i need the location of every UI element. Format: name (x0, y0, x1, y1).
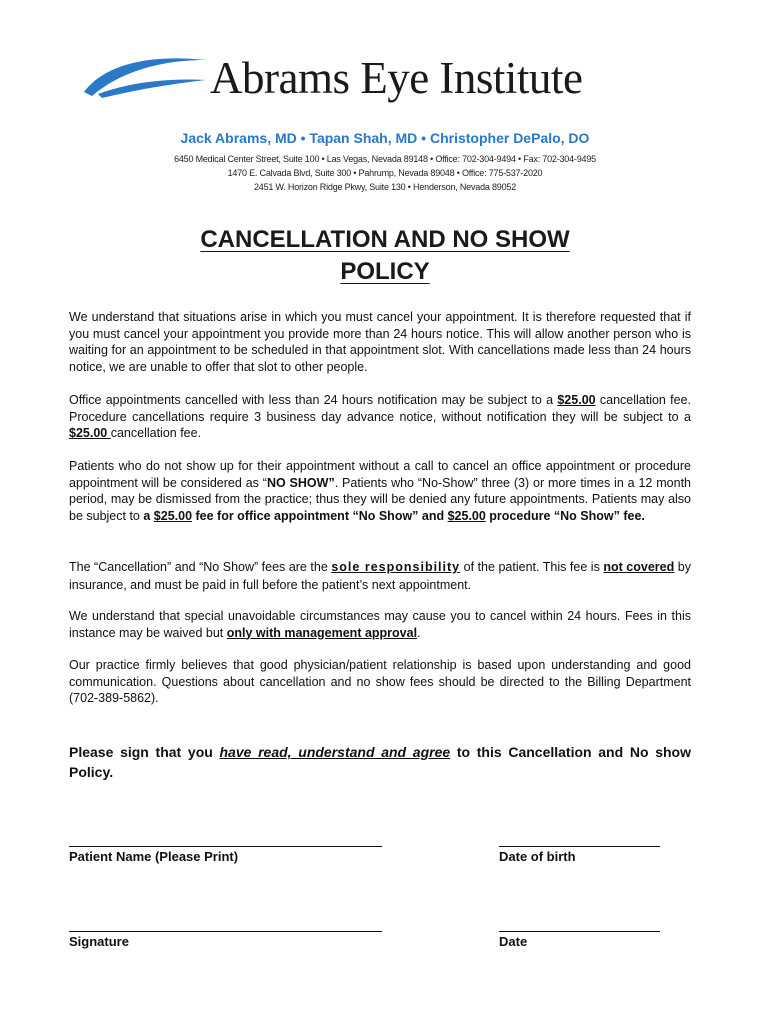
signature-label: Signature (69, 934, 129, 949)
fee-amount: $25.00 (69, 426, 111, 440)
logo-text: Abrams Eye Institute (210, 53, 583, 103)
date-field[interactable] (499, 931, 660, 932)
page-title-line-1: CANCELLATION AND NO SHOW (200, 226, 570, 253)
paragraph-waiver: We understand that special unavoidable circumstances may cause you to cancel within 24 hours. Fees in this instance may be waived but only with management approval. (69, 609, 691, 640)
sign-request: Please sign that you have read, understand and agree to this Cancellation and No show Policy. (69, 744, 692, 780)
page-title-line-2: POLICY (340, 258, 430, 285)
doctors-line: Jack Abrams, MD • Tapan Shah, MD • Christopher DePalo, DO (180, 130, 590, 146)
address-line-1: 6450 Medical Center Street, Suite 100 • Las Vegas, Nevada 89148 • Office: 702-304-9494 • Fax: 702-304-9495 (174, 154, 596, 164)
paragraph-intro: We understand that situations arise in which you must cancel your appointment. It is therefore requested that if you must cancel your appointment you provide more than 24 hours notice. This will allow another person who is waiting for an appointment to be scheduled in that appointment slot. With cancellations made less than 24 hours notice, we are unable to offer that slot to other people. (69, 310, 691, 374)
date-label: Date (499, 934, 528, 949)
patient-name-field[interactable] (69, 846, 382, 847)
logo (80, 52, 620, 112)
fee-amount: $25.00 (557, 393, 596, 407)
paragraph-communication: Our practice firmly believes that good physician/patient relationship is based upon understanding and good communication. Questions about cancellation and no show fees should be directed to the Billing Department (702-389-5862). (69, 658, 691, 705)
dob-field[interactable] (499, 846, 660, 847)
paragraph-cancellation-fee: Office appointments cancelled with less than 24 hours notification may be subject to a $25.00 cancellation fee. Procedure cancellations require 3 business day advance notice, without notification they will be subject to a $25.00 cancellation fee. (69, 393, 692, 440)
address-line-2: 1470 E. Calvada Blvd, Suite 300 • Pahrump, Nevada 89048 • Office: 775-537-2020 (227, 168, 543, 178)
signature-field[interactable] (69, 931, 382, 932)
dob-label: Date of birth (499, 849, 576, 864)
eye-swoosh-icon (80, 52, 210, 100)
patient-name-label: Patient Name (Please Print) (69, 849, 239, 864)
paragraph-responsibility: The “Cancellation” and “No Show” fees are the sole responsibility of the patient. This fee is not covered by insurance, and must be paid in full before the patient’s next appointment. (69, 560, 691, 592)
address-line-3: 2451 W. Horizon Ridge Pkwy, Suite 130 • Henderson, Nevada 89052 (253, 182, 517, 192)
paragraph-no-show: Patients who do not show up for their appointment without a call to cancel an office appointment or procedure appointment will be considered as “NO SHOW”. Patients who “No-Show” three (3) or more times in a 12 month period, may be dismissed from the practice; thus they will be denied any future appointments. Patients may also be subject to a $25.00 fee for office appointment “No Show” and $25.00 procedure “No Show” fee. (69, 459, 691, 523)
fee-amount: $25.00 (153, 508, 193, 523)
fee-amount: $25.00 (447, 508, 486, 523)
